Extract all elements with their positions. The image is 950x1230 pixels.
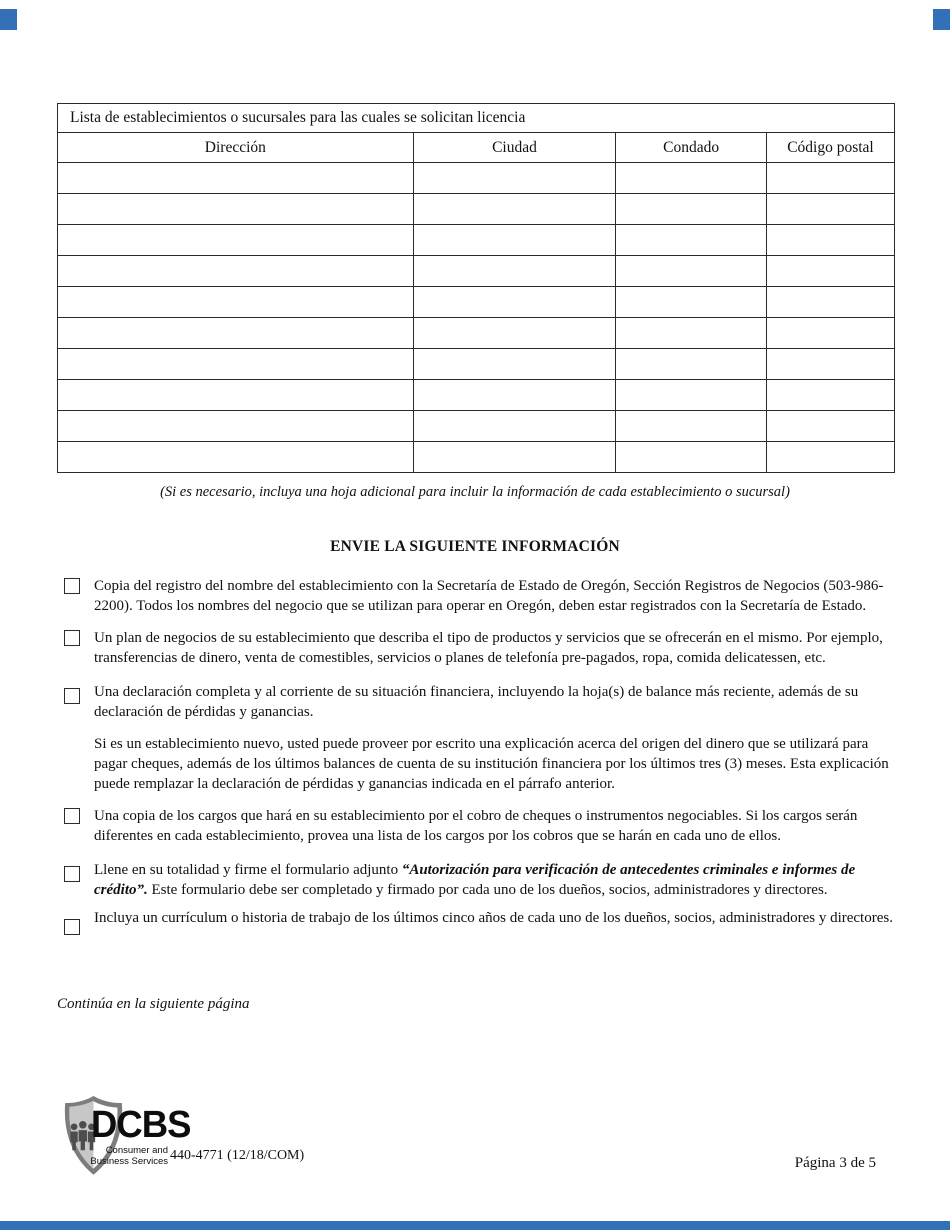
table-title: Lista de establecimientos o sucursales para las cuales se solicitan licencia	[58, 104, 895, 133]
table-cell[interactable]	[766, 442, 894, 473]
checkbox-plan-negocios[interactable]	[64, 630, 80, 646]
table-row	[58, 349, 895, 380]
table-row	[58, 194, 895, 225]
table-cell[interactable]	[616, 349, 767, 380]
checklist-item-text	[94, 860, 900, 900]
adjacent-page-edge-top-left	[0, 9, 17, 30]
checkbox-curriculum[interactable]	[64, 919, 80, 935]
table-cell[interactable]	[766, 411, 894, 442]
table-cell[interactable]	[413, 225, 616, 256]
autorizacion-form-title: “Autorización para verificación de antecedentes criminales e informes de crédito”.	[94, 862, 856, 898]
table-cell[interactable]	[616, 318, 767, 349]
table-cell[interactable]	[616, 256, 767, 287]
table-cell[interactable]	[413, 318, 616, 349]
table-cell[interactable]	[413, 194, 616, 225]
table-cell[interactable]	[766, 163, 894, 194]
table-cell[interactable]	[58, 349, 414, 380]
checklist-item-text: Copia del registro del nombre del establecimiento con la Secretaría de Estado de Oregón, Sección Registros de Negocios (503-986-2200). Todos los nombres del negocio que se utilizan para operar en Oregón, deben estar registrados con la Secretaría de Estado.	[94, 578, 884, 614]
table-cell[interactable]	[58, 318, 414, 349]
checkbox-cargos[interactable]	[64, 808, 80, 824]
table-cell[interactable]	[766, 225, 894, 256]
checklist-item-plan-negocios	[64, 628, 900, 668]
table-cell[interactable]	[766, 318, 894, 349]
table-cell[interactable]	[766, 380, 894, 411]
checklist-item-registro	[64, 576, 900, 616]
checklist-item-text: Incluya un currículum o historia de trabajo de los últimos cinco años de cada uno de los dueños, socios, administradores y directores.	[94, 910, 893, 926]
table-cell[interactable]	[616, 194, 767, 225]
adjacent-page-edge-top-right	[933, 9, 950, 30]
table-body	[58, 163, 895, 473]
checkbox-registro[interactable]	[64, 578, 80, 594]
table-cell[interactable]	[413, 163, 616, 194]
table-cell[interactable]	[58, 194, 414, 225]
table-cell[interactable]	[766, 287, 894, 318]
table-cell[interactable]	[413, 380, 616, 411]
table-cell[interactable]	[413, 349, 616, 380]
table-cell[interactable]	[58, 411, 414, 442]
table-row	[58, 287, 895, 318]
checkbox-autorizacion[interactable]	[64, 866, 80, 882]
table-cell[interactable]	[616, 287, 767, 318]
checklist-item-text: Una copia de los cargos que hará en su establecimiento por el cobro de cheques o instrumentos negociables. Si los cargos serán diferentes en cada establecimiento, provea una lista de los cargos por los cobros que se harán en cada uno de ellos.	[94, 808, 858, 844]
table-cell[interactable]	[58, 380, 414, 411]
checkbox-declaracion-financiera[interactable]	[64, 688, 80, 704]
checklist-item-declaracion-financiera	[64, 682, 900, 722]
table-cell[interactable]	[766, 349, 894, 380]
additional-sheet-note: (Si es necesario, incluya una hoja adicional para incluir la información de cada establecimiento o sucursal)	[160, 484, 790, 500]
table-cell[interactable]	[616, 442, 767, 473]
page-number: Página 3 de 5	[794, 1155, 876, 1171]
required-information-checklist	[64, 576, 900, 935]
table-cell[interactable]	[413, 287, 616, 318]
checklist-item-text: Un plan de negocios de su establecimiento que describa el tipo de productos y servicios que se ofrecerán en el mismo. Por ejemplo, transferencias de dinero, venta de comestibles, servicios o planes de telefonía pre-pagados, ropa, comida delicatessen, etc.	[94, 630, 883, 666]
section-heading: ENVIE LA SIGUIENTE INFORMACIÓN	[330, 538, 620, 555]
table-row	[58, 256, 895, 287]
checklist-item-curriculum	[64, 908, 900, 935]
checklist-item-cargos	[64, 806, 900, 846]
table-cell[interactable]	[616, 411, 767, 442]
dcbs-subtitle-line2: Business Services	[90, 1155, 168, 1167]
table-cell[interactable]	[413, 411, 616, 442]
table-cell[interactable]	[58, 163, 414, 194]
dcbs-subtitle-line1: Consumer and	[105, 1145, 168, 1156]
table-cell[interactable]	[58, 287, 414, 318]
table-cell[interactable]	[766, 256, 894, 287]
table-cell[interactable]	[616, 225, 767, 256]
dcbs-subtitle	[88, 1146, 168, 1167]
dcbs-logo	[60, 1096, 320, 1178]
autorizacion-suffix: Este formulario debe ser completado y firmado por cada uno de los dueños, socios, administradores y directores.	[147, 882, 828, 898]
table-cell[interactable]	[58, 442, 414, 473]
branch-table	[57, 103, 895, 473]
column-header-direccion: Dirección	[58, 133, 414, 163]
adjacent-page-edge-bottom	[0, 1221, 950, 1230]
table-row	[58, 318, 895, 349]
autorizacion-prefix: Llene en su totalidad y firme el formulario adjunto	[94, 862, 402, 878]
table-cell[interactable]	[413, 442, 616, 473]
table-cell[interactable]	[616, 163, 767, 194]
table-row	[58, 442, 895, 473]
checklist-item-declaracion-extra: Si es un establecimiento nuevo, usted puede proveer por escrito una explicación acerca del origen del dinero que se utilizará para pagar cheques, además de los últimos balances de cuenta de su institución financiera por los últimos tres (3) meses. Esta explicación puede remplazar la declaración de pérdidas y ganancias indicada en el párrafo anterior.	[94, 736, 889, 792]
table-cell[interactable]	[616, 380, 767, 411]
checklist-item-autorizacion	[64, 860, 900, 900]
column-header-ciudad: Ciudad	[413, 133, 616, 163]
table-row	[58, 411, 895, 442]
column-header-condado: Condado	[616, 133, 767, 163]
checklist-item-text: Una declaración completa y al corriente de su situación financiera, incluyendo la hoja(s) de balance más reciente, además de su declaración de pérdidas y ganancias.	[94, 684, 859, 720]
table-cell[interactable]	[413, 256, 616, 287]
table-row	[58, 380, 895, 411]
continuation-note: Continúa en la siguiente página	[57, 996, 250, 1012]
column-header-codigo-postal: Código postal	[766, 133, 894, 163]
dcbs-acronym: DCBS	[91, 1104, 191, 1146]
table-cell[interactable]	[58, 256, 414, 287]
table-cell[interactable]	[766, 194, 894, 225]
table-cell[interactable]	[58, 225, 414, 256]
table-row	[58, 163, 895, 194]
form-number: 440-4771 (12/18/COM)	[170, 1148, 305, 1163]
table-row	[58, 225, 895, 256]
